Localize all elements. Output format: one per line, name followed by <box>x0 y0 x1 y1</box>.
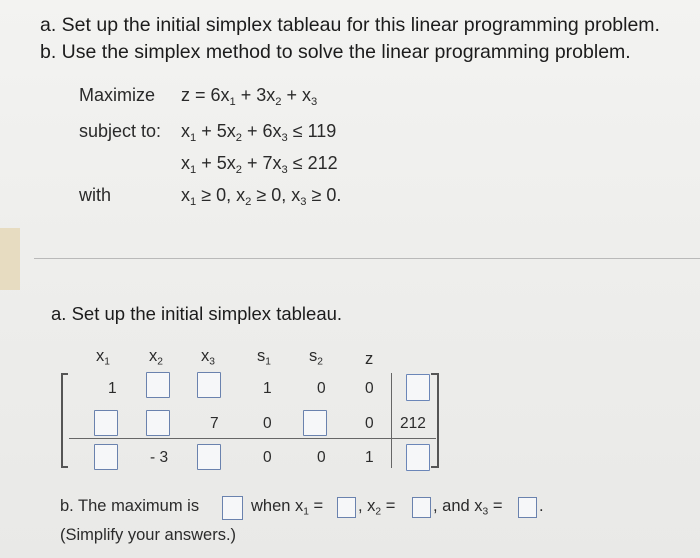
row1-x2-input[interactable] <box>146 372 170 398</box>
section-divider <box>34 258 700 259</box>
row2-x3: 7 <box>210 415 219 432</box>
right-bracket-bottom <box>431 466 438 468</box>
objective-function: $z = 6x_1 + 3x_2 + x_3$ <box>181 85 318 108</box>
simplify-note: (Simplify your answers.) <box>60 526 237 544</box>
right-bracket-top <box>431 373 438 375</box>
x3-label: , and $x_3$ = <box>433 497 503 518</box>
instruction-a: a. Set up the initial simplex tableau for this linear programming problem. <box>40 14 660 36</box>
right-bracket <box>437 373 439 468</box>
row3-s1: 0 <box>263 449 272 466</box>
left-bracket <box>61 373 63 468</box>
maximum-input[interactable] <box>222 496 243 520</box>
part-b-prefix: b. The maximum is <box>60 497 200 515</box>
x1-input[interactable] <box>337 497 356 518</box>
row3-x2: - 3 <box>150 449 169 466</box>
x3-input[interactable] <box>518 497 537 518</box>
with-label: with <box>79 185 112 205</box>
row2-x2-input[interactable] <box>146 410 170 436</box>
header-s2: $s_2$ <box>309 347 323 368</box>
row2-s1: 0 <box>263 415 272 432</box>
objective-row-divider <box>69 438 436 439</box>
nonnegativity-constraints: $x_1 \ge 0$, $x_2 \ge 0$, $x_3 \ge 0$. <box>181 185 342 208</box>
row2-z: 0 <box>365 415 374 432</box>
row1-s2: 0 <box>317 380 326 397</box>
left-bracket-top <box>61 373 68 375</box>
constraint-1: $x_1 + 5x_2 + 6x_3 \le 119$ <box>181 121 337 144</box>
row2-x1-input[interactable] <box>94 410 118 436</box>
x2-input[interactable] <box>412 497 431 518</box>
constraint-2: $x_1 + 5x_2 + 7x_3 \le 212$ <box>181 153 338 176</box>
header-x2: $x_2$ <box>149 347 163 368</box>
row1-s1: 1 <box>263 380 272 397</box>
row3-rhs-input[interactable] <box>406 444 430 471</box>
answer-period: . <box>539 497 544 515</box>
subject-to-label: subject to: <box>79 121 162 141</box>
maximize-label: Maximize <box>79 85 156 105</box>
row1-x3-input[interactable] <box>197 372 221 398</box>
header-z: z <box>365 350 374 368</box>
row2-rhs: 212 <box>400 415 426 432</box>
header-x3: $x_3$ <box>201 347 215 368</box>
left-bracket-bottom <box>61 466 68 468</box>
row1-x1: 1 <box>108 380 117 397</box>
instruction-b: b. Use the simplex method to solve the linear programming problem. <box>40 41 631 63</box>
when-x1-label: when $x_1$ = <box>251 497 324 518</box>
row3-z: 1 <box>365 449 374 466</box>
row3-x1-input[interactable] <box>94 444 118 470</box>
row3-s2: 0 <box>317 449 326 466</box>
row1-z: 0 <box>365 380 374 397</box>
header-x1: $x_1$ <box>96 347 110 368</box>
row1-rhs-input[interactable] <box>406 374 430 401</box>
x2-label: , $x_2$ = <box>358 497 396 518</box>
left-accent-bar <box>0 228 20 290</box>
row3-x3-input[interactable] <box>197 444 221 470</box>
header-s1: $s_1$ <box>257 347 271 368</box>
part-a-label: a. Set up the initial simplex tableau. <box>51 303 343 324</box>
rhs-divider <box>391 373 392 468</box>
row2-s2-input[interactable] <box>303 410 327 436</box>
